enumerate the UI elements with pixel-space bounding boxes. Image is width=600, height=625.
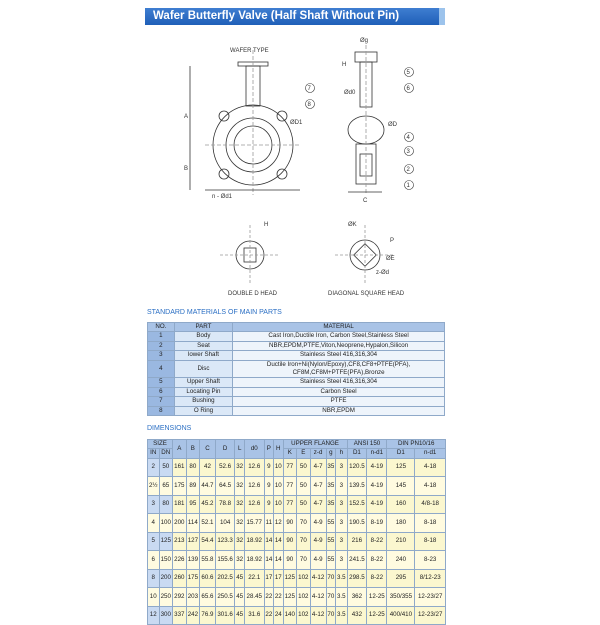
dim-header-zd: z-d (310, 449, 326, 458)
dimension-cell: 35 (326, 477, 335, 496)
callout-4: 4 (406, 135, 410, 141)
dimension-cell: 17 (274, 569, 283, 588)
dimension-cell: 4-18 (415, 477, 446, 496)
dimension-cell: 125 (283, 588, 297, 607)
table-row (148, 514, 446, 533)
dimension-cell: 14 (274, 551, 283, 570)
materials-cell: Stainless Steel 416,316,304 (233, 351, 445, 360)
dimension-cell: 8-22 (367, 532, 387, 551)
dimensions-table (147, 439, 446, 625)
dimension-cell: 12.6 (244, 477, 264, 496)
dimension-cell: 14 (274, 532, 283, 551)
dimension-cell: 70 (297, 551, 311, 570)
materials-cell: Carbon Steel (233, 387, 445, 396)
callouts (306, 68, 414, 190)
materials-cell: 1 (148, 332, 175, 341)
valve-technical-drawing (150, 30, 450, 300)
dimension-cell: 18.92 (244, 551, 264, 570)
dimension-cell: 55 (326, 514, 335, 533)
dimension-cell: 4-7 (310, 477, 326, 496)
dimension-cell: 10 (274, 495, 283, 514)
dimension-cell: 4-7 (310, 458, 326, 477)
dimensions-section-title: DIMENSIONS (147, 425, 192, 432)
dim-header-in: IN (148, 449, 160, 458)
dimension-cell: 17 (264, 569, 273, 588)
dimension-cell: 362 (347, 588, 367, 607)
dimension-cell: 4-19 (367, 495, 387, 514)
materials-section-title: STANDARD MATERIALS OF MAIN PARTS (147, 309, 282, 316)
table-row (148, 569, 446, 588)
dimension-cell: 175 (186, 569, 200, 588)
dimension-cell: 203 (186, 588, 200, 607)
dimension-cell: 226 (173, 551, 187, 570)
dimension-cell: 12-23/27 (415, 588, 446, 607)
dimension-cell: 102 (297, 606, 311, 625)
dimension-cell: 5 (148, 532, 160, 551)
dimension-cell: 3 (336, 495, 348, 514)
table-row (148, 332, 445, 341)
dimension-cell: 102 (297, 569, 311, 588)
wafer-type-label: WAFER TYPE (230, 48, 269, 54)
dim-header-p: P (264, 440, 273, 459)
dim-header-h: H (274, 440, 283, 459)
dimension-cell: 301.6 (215, 606, 235, 625)
dimension-cell: 32 (235, 495, 244, 514)
dimension-cell: 3 (336, 551, 348, 570)
materials-cell: Disc (174, 360, 232, 378)
dimension-cell: 90 (283, 532, 297, 551)
dimension-cell: 45 (235, 606, 244, 625)
dimension-cell: 35 (326, 495, 335, 514)
page-title: Wafer Butterfly Valve (Half Shaft Without Pin) (153, 10, 400, 22)
dimension-cell: 22 (264, 606, 273, 625)
dimension-cell: 78.8 (215, 495, 235, 514)
dimension-cell: 54.4 (200, 532, 216, 551)
dim-c-label: C (363, 198, 368, 204)
dim-p-label: P (390, 238, 395, 244)
page-title-banner (145, 8, 445, 25)
dim-h2-label: H (264, 222, 269, 228)
dimension-cell: 8-23 (415, 551, 446, 570)
dimension-cell: 12.6 (244, 495, 264, 514)
table-row (148, 458, 446, 477)
dimension-cell: 3.5 (336, 606, 348, 625)
dimension-cell: 125 (159, 532, 173, 551)
materials-cell: 3 (148, 351, 175, 360)
materials-cell: 8 (148, 406, 175, 415)
dimension-cell: 145 (387, 477, 415, 496)
dimension-cell: 42 (200, 458, 216, 477)
dimension-cell: 298.5 (347, 569, 367, 588)
dimension-cell: 114 (186, 514, 200, 533)
dimension-cell: 139.5 (347, 477, 367, 496)
dimension-cell: 4-9 (310, 551, 326, 570)
dimension-cell: 8 (148, 569, 160, 588)
dimension-cell: 4-7 (310, 495, 326, 514)
dim-header-d0: d0 (244, 440, 264, 459)
dimension-cell: 4-12 (310, 606, 326, 625)
table-row (148, 532, 446, 551)
callout-2: 2 (406, 167, 410, 173)
dimension-cell: 8-19 (367, 514, 387, 533)
materials-cell: 7 (148, 397, 175, 406)
dimension-cell: 32 (235, 532, 244, 551)
dimension-cell: 90 (283, 551, 297, 570)
dimension-cell: 161 (173, 458, 187, 477)
dimension-cell: 3.5 (336, 588, 348, 607)
dimension-cell: 95 (186, 495, 200, 514)
table-row (148, 341, 445, 350)
table-row (148, 551, 446, 570)
dimension-cell: 50 (297, 495, 311, 514)
dim-header-l: L (235, 440, 244, 459)
dimension-cell: 45 (235, 569, 244, 588)
dim-header-g: g (326, 449, 335, 458)
table-row (148, 606, 446, 625)
materials-cell: 4 (148, 360, 175, 378)
dimension-cell: 14 (264, 532, 273, 551)
dimension-cell: 10 (148, 588, 160, 607)
dimension-cell: 18.92 (244, 532, 264, 551)
dimension-cell: 240 (387, 551, 415, 570)
dimension-cell: 8-22 (367, 569, 387, 588)
dimension-cell: 200 (159, 569, 173, 588)
materials-cell: Cast Iron,Ductile Iron, Carbon Steel,Stainless Steel (233, 332, 445, 341)
dimension-cell: 4-9 (310, 514, 326, 533)
dim-d-label: ØD (388, 122, 397, 128)
materials-cell: NBR,EPDM (233, 406, 445, 415)
dim-a-label: A (184, 114, 189, 120)
dimension-cell: 12-25 (367, 606, 387, 625)
dimension-cell: 337 (173, 606, 187, 625)
dimension-cell: 3 (336, 458, 348, 477)
dimension-cell: 4-9 (310, 532, 326, 551)
upper-flange-group-header: UPPER FLANGE (283, 440, 347, 449)
table-row (148, 495, 446, 514)
dimension-cell: 125 (387, 458, 415, 477)
dim-h-label: H (342, 62, 347, 68)
dimension-cell: 350/355 (387, 588, 415, 607)
dimension-cell: 3 (336, 532, 348, 551)
dimension-cell: 8-18 (415, 514, 446, 533)
dimension-cell: 4-19 (367, 477, 387, 496)
dimension-cell: 8-22 (367, 551, 387, 570)
dimension-cell: 70 (326, 606, 335, 625)
dim-e-label: ØE (386, 256, 395, 262)
dimension-cell: 4-19 (367, 458, 387, 477)
dimension-cell: 175 (173, 477, 187, 496)
size-group-header: SIZE (148, 440, 173, 449)
dimension-cell: 4/8-18 (415, 495, 446, 514)
materials-cell: 5 (148, 378, 175, 387)
din-group-header: DIN PN10/16 (387, 440, 446, 449)
dim-d1-label: ØD1 (290, 120, 303, 126)
dimension-cell: 44.7 (200, 477, 216, 496)
dimension-cell: 80 (159, 495, 173, 514)
table-row (148, 360, 445, 378)
materials-cell: Upper Shaft (174, 378, 232, 387)
dimension-cell: 250 (159, 588, 173, 607)
dimension-cell: 12 (274, 514, 283, 533)
dimension-cell: 152.5 (347, 495, 367, 514)
dimension-cell: 32 (235, 458, 244, 477)
dimension-cell: 3 (336, 514, 348, 533)
dim-header-k: K (283, 449, 297, 458)
dim-d0-label: Ød0 (344, 90, 356, 96)
dim-header-c: C (200, 440, 216, 459)
dimension-cell: 28.45 (244, 588, 264, 607)
diagonal-square-head-label: DIAGONAL SQUARE HEAD (328, 291, 405, 297)
dimension-cell: 24 (274, 606, 283, 625)
dimension-cell: 76.9 (200, 606, 216, 625)
dimension-cell: 52.6 (215, 458, 235, 477)
dimension-cell: 55.8 (200, 551, 216, 570)
callout-8: 8 (307, 102, 311, 108)
table-row (148, 588, 446, 607)
dimension-cell: 300 (159, 606, 173, 625)
dimension-cell: 4-12 (310, 588, 326, 607)
dimension-cell: 22 (264, 588, 273, 607)
materials-cell: 2 (148, 341, 175, 350)
dimension-cell: 160 (387, 495, 415, 514)
dimension-cell: 55 (326, 532, 335, 551)
table-row (148, 406, 445, 415)
dimension-cell: 12-25 (367, 588, 387, 607)
dimension-cell: 77 (283, 477, 297, 496)
dimension-cell: 200 (173, 514, 187, 533)
dimension-cell: 77 (283, 495, 297, 514)
materials-cell: lower Shaft (174, 351, 232, 360)
dimension-cell: 12 (148, 606, 160, 625)
dimension-cell: 4-18 (415, 458, 446, 477)
table-row (148, 378, 445, 387)
dimension-cell: 3 (148, 495, 160, 514)
dimension-cell: 400/410 (387, 606, 415, 625)
materials-cell: O Ring (174, 406, 232, 415)
dimension-cell: 180 (387, 514, 415, 533)
dimension-cell: 65.6 (200, 588, 216, 607)
materials-cell: Stainless Steel 416,316,304 (233, 378, 445, 387)
dimension-cell: 32 (235, 514, 244, 533)
dim-zd-label: z-Ød (376, 270, 390, 276)
table-row (148, 387, 445, 396)
dimension-cell: 241.5 (347, 551, 367, 570)
double-d-head-label: DOUBLE D HEAD (228, 291, 278, 297)
dimension-cell: 70 (297, 532, 311, 551)
dimension-cell: 11 (264, 514, 273, 533)
dimension-cell: 15.77 (244, 514, 264, 533)
dimension-cell: 65 (159, 477, 173, 496)
dimension-cell: 6 (148, 551, 160, 570)
callout-3: 3 (406, 149, 410, 155)
dimension-cell: 35 (326, 458, 335, 477)
materials-cell: 6 (148, 387, 175, 396)
dimension-cell: 2½ (148, 477, 160, 496)
materials-cell: Bushing (174, 397, 232, 406)
dim-header-din-nd1: n-d1 (415, 449, 446, 458)
dimension-cell: 64.5 (215, 477, 235, 496)
materials-cell: Locating Pin (174, 387, 232, 396)
dimension-cell: 32 (235, 551, 244, 570)
dimension-cell: 150 (159, 551, 173, 570)
dimension-cell: 202.5 (215, 569, 235, 588)
dim-header-h-small: h (336, 449, 348, 458)
callout-1: 1 (406, 183, 410, 189)
dim-header-e: E (297, 449, 311, 458)
dimension-cell: 80 (186, 458, 200, 477)
dim-header-a: A (173, 440, 187, 459)
materials-cell: Seat (174, 341, 232, 350)
dimension-cell: 432 (347, 606, 367, 625)
dimension-cell: 70 (326, 588, 335, 607)
table-row (148, 397, 445, 406)
materials-cell: PTFE (233, 397, 445, 406)
dimension-cell: 210 (387, 532, 415, 551)
materials-header-material: MATERIAL (233, 323, 445, 332)
dim-g-label: Øg (360, 38, 369, 44)
table-row (148, 477, 446, 496)
dimension-cell: 14 (264, 551, 273, 570)
dimension-cell: 139 (186, 551, 200, 570)
dimension-cell: 55 (326, 551, 335, 570)
dimension-cell: 90 (283, 514, 297, 533)
dim-header-dn: DN (159, 449, 173, 458)
dimension-cell: 52.1 (200, 514, 216, 533)
dimension-cell: 250.5 (215, 588, 235, 607)
materials-header-no: NO. (148, 323, 175, 332)
dim-header-b: B (186, 440, 200, 459)
dimension-cell: 4 (148, 514, 160, 533)
dimension-cell: 123.3 (215, 532, 235, 551)
ansi-group-header: ANSI 150 (347, 440, 387, 449)
dimension-cell: 70 (326, 569, 335, 588)
dimension-cell: 4-12 (310, 569, 326, 588)
materials-cell: Ductile Iron+Ni(Nylon/Epoxy),CF8,CF8+PTFE(PFA), CF8M,CF8M+PTFE(PFA),Bronze (233, 360, 445, 378)
dimension-cell: 60.6 (200, 569, 216, 588)
dimension-cell: 8/12-23 (415, 569, 446, 588)
dimension-cell: 127 (186, 532, 200, 551)
dim-header-ansi-nd1: n-d1 (367, 449, 387, 458)
dimension-cell: 22.1 (244, 569, 264, 588)
dimension-cell: 50 (159, 458, 173, 477)
dimension-cell: 125 (283, 569, 297, 588)
dimension-cell: 242 (186, 606, 200, 625)
dimension-cell: 32 (235, 477, 244, 496)
dimension-cell: 70 (297, 514, 311, 533)
dimension-cell: 8-18 (415, 532, 446, 551)
dimension-cell: 45.2 (200, 495, 216, 514)
materials-header-part: PART (174, 323, 232, 332)
dimension-cell: 12-23/27 (415, 606, 446, 625)
dimension-cell: 295 (387, 569, 415, 588)
dimension-cell: 181 (173, 495, 187, 514)
table-row (148, 351, 445, 360)
dimension-cell: 102 (297, 588, 311, 607)
dimension-cell: 155.6 (215, 551, 235, 570)
dimension-cell: 190.5 (347, 514, 367, 533)
dimension-cell: 3 (336, 477, 348, 496)
dim-header-d: D (215, 440, 235, 459)
dimension-cell: 2 (148, 458, 160, 477)
dimension-cell: 213 (173, 532, 187, 551)
callout-6: 6 (406, 86, 410, 92)
dim-header-din-d1: D1 (387, 449, 415, 458)
materials-cell: NBR,EPDM,PTFE,Viton,Neoprene,Hypalon,Silicon (233, 341, 445, 350)
dimension-cell: 50 (297, 477, 311, 496)
dimension-cell: 77 (283, 458, 297, 477)
dimension-cell: 120.5 (347, 458, 367, 477)
materials-table (147, 322, 445, 416)
dimension-cell: 292 (173, 588, 187, 607)
dimension-cell: 140 (283, 606, 297, 625)
dimension-cell: 9 (264, 495, 273, 514)
dimension-cell: 50 (297, 458, 311, 477)
dim-b-label: B (184, 166, 189, 172)
dimension-cell: 31.6 (244, 606, 264, 625)
dimension-cell: 22 (274, 588, 283, 607)
callout-7: 7 (307, 86, 311, 92)
dimension-cell: 216 (347, 532, 367, 551)
dimension-cell: 104 (215, 514, 235, 533)
dimension-cell: 10 (274, 458, 283, 477)
dimension-cell: 9 (264, 458, 273, 477)
dimension-cell: 3.5 (336, 569, 348, 588)
dim-header-ansi-d1: D1 (347, 449, 367, 458)
dimension-cell: 89 (186, 477, 200, 496)
dimension-cell: 12.6 (244, 458, 264, 477)
dimension-cell: 45 (235, 588, 244, 607)
dimension-cell: 9 (264, 477, 273, 496)
materials-cell: Body (174, 332, 232, 341)
dimension-cell: 260 (173, 569, 187, 588)
dimension-cell: 100 (159, 514, 173, 533)
dim-nd1-label: n - Ød1 (212, 194, 233, 200)
callout-5: 5 (406, 70, 410, 76)
dim-k-label: ØK (348, 222, 357, 228)
dimension-cell: 10 (274, 477, 283, 496)
